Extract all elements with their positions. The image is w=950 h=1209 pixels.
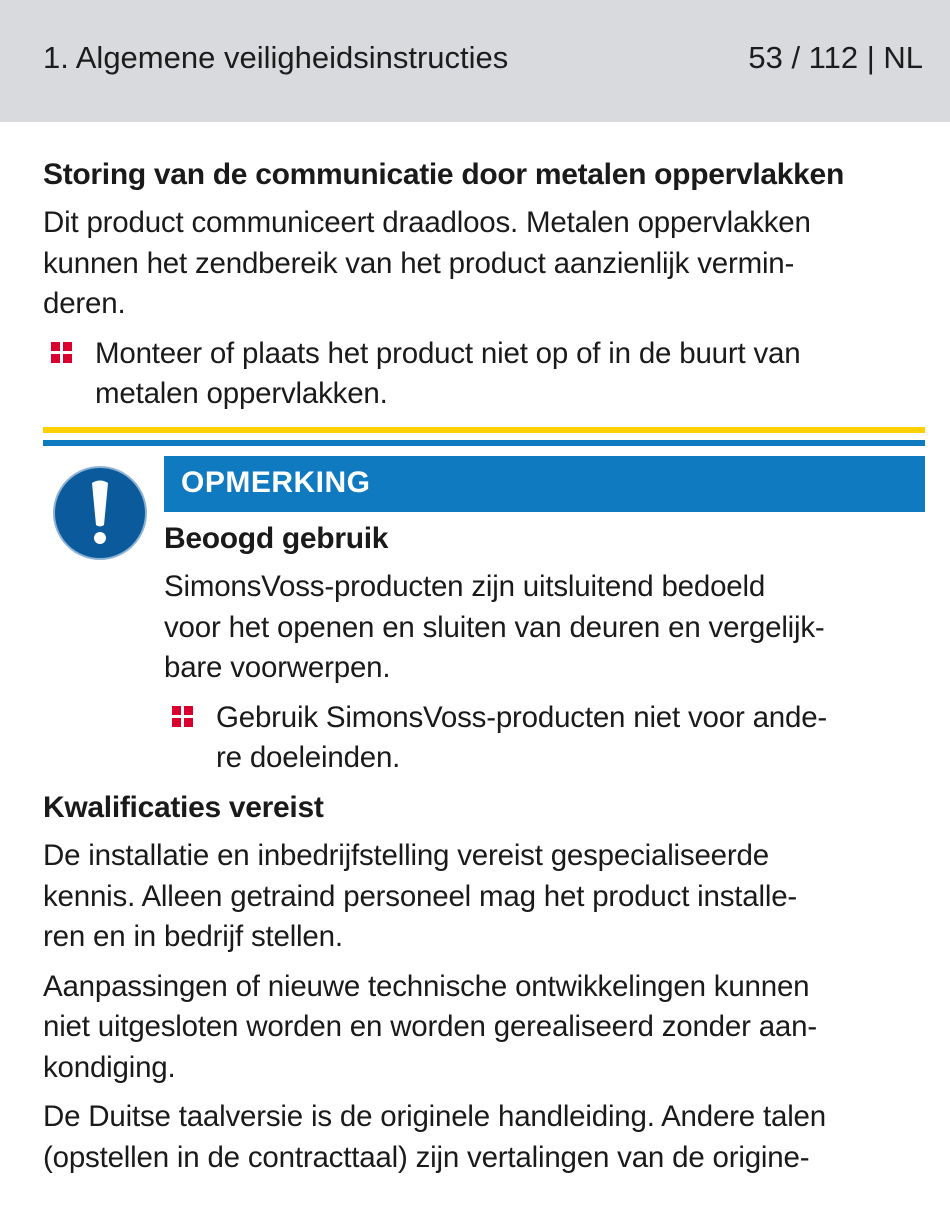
notice-bullet [164,698,925,779]
text-line: niet uitgesloten worden en worden gerealiseerd zonder aan- [43,1010,817,1043]
qualification-heading: Kwalificaties vereist [43,791,324,824]
text-line: bare voorwerpen. [164,651,391,684]
text-line: re doeleinden. [216,741,401,774]
metal-paragraph [43,203,925,325]
text-line: De Duitse taalversie is de originele handleiding. Andere talen [43,1100,826,1133]
page-header [0,0,950,122]
text-line: ren en in bedrijf stellen. [43,920,343,953]
divider-blue [43,440,925,446]
notice-heading: Beoogd gebruik [164,522,389,555]
notice-label: OPMERKING [181,466,371,499]
bullet-square-icon [172,706,193,727]
text-line: kennis. Alleen getraind personeel mag het product installe- [43,879,798,913]
qualification-section [43,788,925,1178]
text-line: deren. [43,287,126,320]
text-line: Monteer of plaats het product niet op of in de buurt van [95,336,801,370]
text-line: Dit product communiceert draadloos. Metalen oppervlakken [43,206,811,239]
text-line: SimonsVoss-producten zijn uitsluitend bedoeld [164,570,766,603]
section-title: 1. Algemene veiligheidsinstructies [43,40,509,75]
notice-body [164,519,925,779]
metal-heading: Storing van de communicatie door metalen oppervlakken [43,158,844,191]
text-line: metalen oppervlakken. [95,377,388,410]
qualification-paragraph-3 [43,1097,925,1178]
qualification-paragraph-1 [43,836,925,958]
divider-yellow [43,427,925,433]
notice-label-bar [164,456,925,512]
text-line: kunnen het zendbereik van het product aanzienlijk vermin- [43,246,795,280]
metal-section [43,155,925,415]
notice-paragraph [164,567,925,689]
text-line: (opstellen in de contracttaal) zijn vertalingen van de origine- [43,1140,810,1174]
text-line: kondiging. [43,1050,176,1084]
qualification-paragraph-2 [43,967,925,1089]
exclamation-icon [52,465,148,561]
text-line: De installatie en inbedrijfstelling vereist gespecialiseerde [43,839,769,872]
page-info: 53 / 112 | NL [748,40,923,75]
bullet-square-icon [51,342,72,363]
text-line: Aanpassingen of nieuwe technische ontwikkelingen kunnen [43,969,810,1003]
text-line: Gebruik SimonsVoss-producten niet voor ande- [216,700,828,734]
text-line: voor het openen en sluiten van deuren en vergelijk- [164,610,825,644]
metal-bullet [43,334,925,415]
